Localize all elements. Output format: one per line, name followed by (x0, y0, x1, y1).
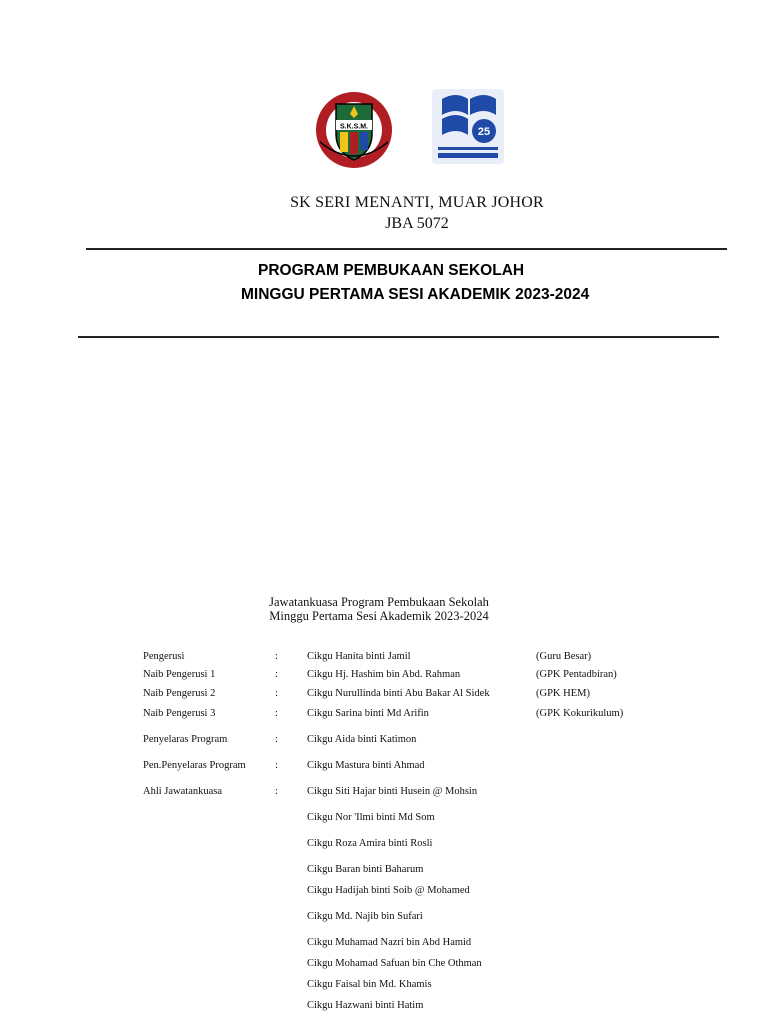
committee-member-name: Cikgu Nor 'Ilmi binti Md Som (307, 812, 435, 823)
committee-colon: : (275, 734, 278, 745)
svg-text:S.K.S.M.: S.K.S.M. (339, 123, 369, 131)
committee-colon: : (275, 708, 278, 719)
committee-colon: : (275, 688, 278, 699)
committee-role: Naib Pengerusi 3 (143, 708, 216, 719)
committee-member-name: Cikgu Hazwani binti Hatim (307, 1000, 424, 1011)
committee-colon: : (275, 760, 278, 771)
committee-title-line-1: Jawatankuasa Program Pembukaan Sekolah (269, 595, 489, 609)
committee-member-name: Cikgu Muhamad Nazri bin Abd Hamid (307, 937, 472, 948)
school-name: SK SERI MENANTI, MUAR JOHOR (290, 194, 544, 211)
committee-colon: : (275, 786, 278, 797)
committee-colon: : (275, 651, 278, 662)
anniversary-25-logo (432, 89, 504, 164)
committee-role: Penyelaras Program (143, 734, 228, 745)
committee-member-name: Cikgu Siti Hajar binti Husein @ Mohsin (307, 786, 478, 797)
committee-position: (GPK Kokurikulum) (536, 708, 624, 719)
committee-member-name: Cikgu Mastura binti Ahmad (307, 760, 425, 771)
committee-member-name: Cikgu Aida binti Katimon (307, 734, 417, 745)
committee-member-name: Cikgu Mohamad Safuan bin Che Othman (307, 958, 482, 969)
committee-role: Naib Pengerusi 1 (143, 669, 216, 680)
committee-member-name: Cikgu Faisal bin Md. Khamis (307, 979, 432, 990)
committee-position: (GPK Pentadbiran) (536, 669, 617, 680)
committee-role: Pen.Penyelaras Program (143, 760, 246, 771)
school-crest-logo (310, 90, 398, 170)
committee-member-name: Cikgu Baran binti Baharum (307, 864, 424, 875)
divider-bottom (78, 336, 719, 338)
program-title-line-1: PROGRAM PEMBUKAAN SEKOLAH (258, 262, 525, 279)
svg-text:25: 25 (477, 126, 491, 138)
committee-title-line-2: Minggu Pertama Sesi Akademik 2023-2024 (269, 609, 489, 623)
committee-member-name: Cikgu Hadijah binti Soib @ Mohamed (307, 885, 470, 896)
program-title-line-2: MINGGU PERTAMA SESI AKADEMIK 2023-2024 (241, 286, 590, 303)
committee-member-name: Cikgu Sarina binti Md Arifin (307, 708, 429, 719)
school-code: JBA 5072 (385, 215, 449, 232)
committee-member-name: Cikgu Hanita binti Jamil (307, 651, 411, 662)
committee-role: Ahli Jawatankuasa (143, 786, 223, 797)
divider-top (86, 248, 727, 250)
committee-position: (GPK HEM) (536, 688, 590, 699)
committee-position: (Guru Besar) (536, 651, 592, 662)
committee-member-name: Cikgu Nurullinda binti Abu Bakar Al Sidek (307, 688, 490, 699)
committee-colon: : (275, 669, 278, 680)
committee-role: Pengerusi (143, 651, 185, 662)
committee-role: Naib Pengerusi 2 (143, 688, 216, 699)
committee-member-name: Cikgu Hj. Hashim bin Abd. Rahman (307, 669, 461, 680)
committee-member-name: Cikgu Md. Najib bin Sufari (307, 911, 423, 922)
committee-member-name: Cikgu Roza Amira binti Rosli (307, 838, 433, 849)
